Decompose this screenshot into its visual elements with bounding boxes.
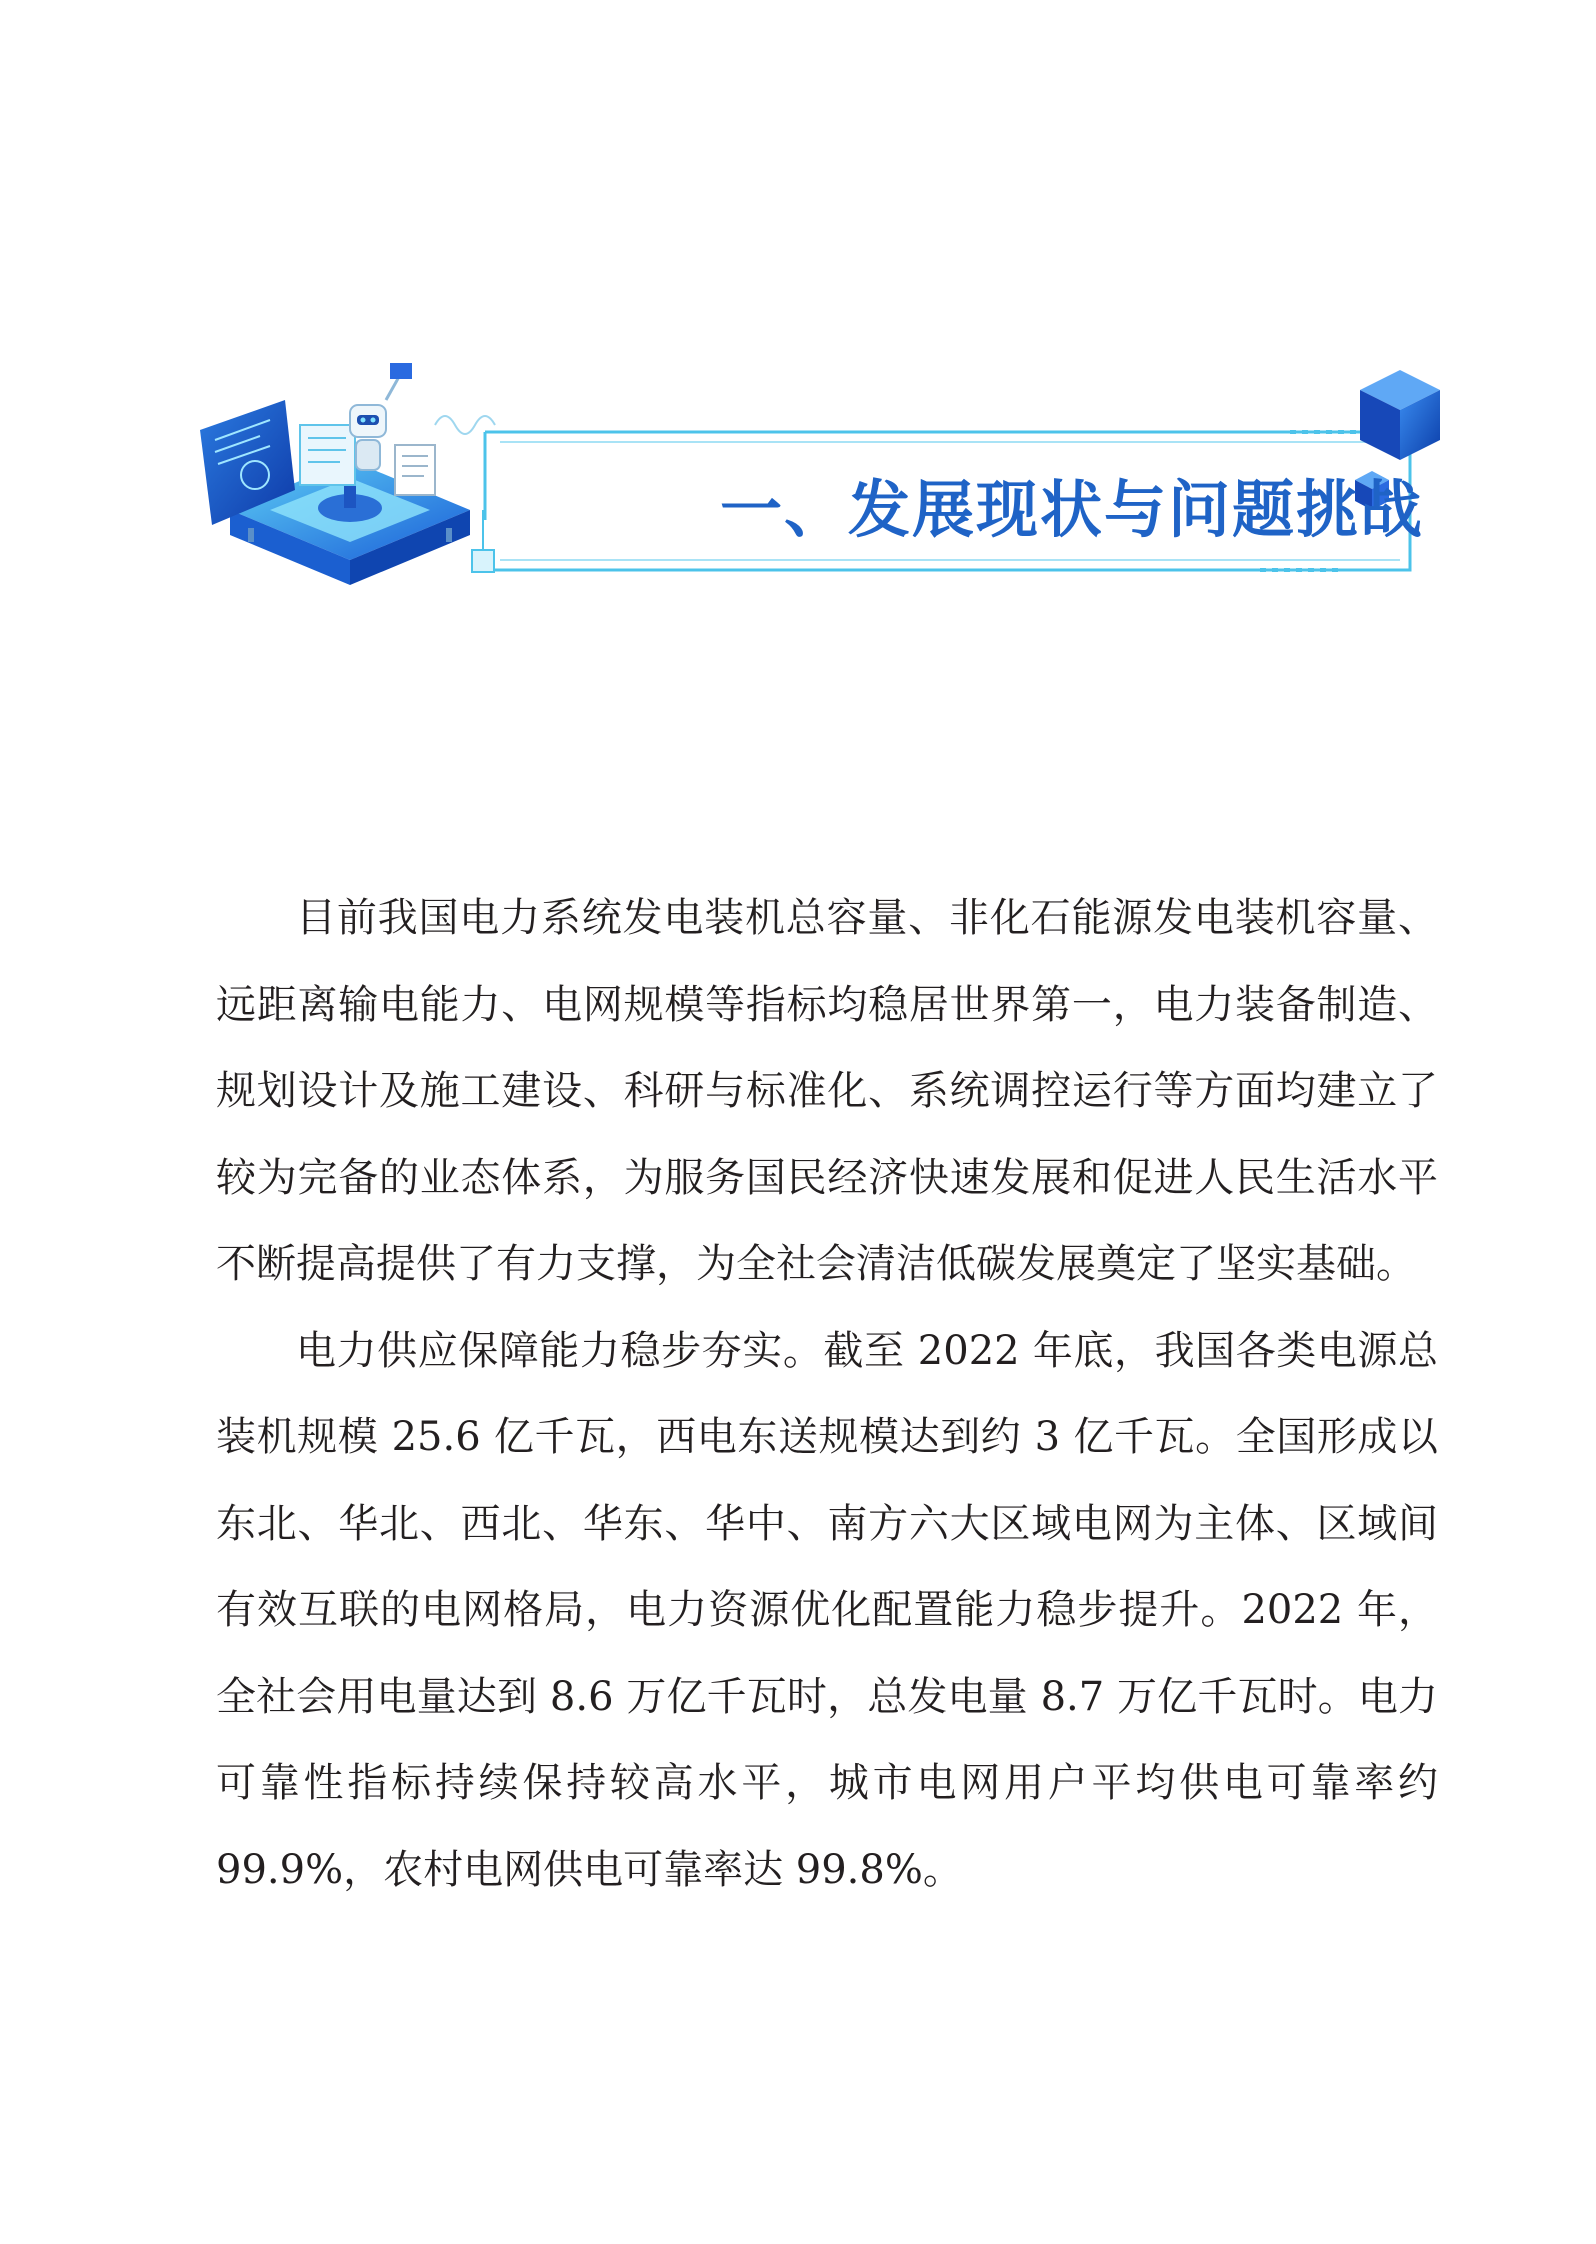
chapter-title: 一、发展现状与问题挑战 (720, 473, 1425, 546)
paragraph: 电力供应保障能力稳步夯实。截至 2022 年底，我国各类电源总装机规模 25.6 亿千瓦，西电东送规模达到约 3 亿千瓦。全国形成以东北、华北、西北、华东、华中、南方六大区域电网为主体、区域间有效互联的电网格局，电力资源优化配置能力稳步提升。2022 年，全社会用电量达到 8.6 万亿千瓦时，总发电量 8.7 万亿千瓦时。电力可靠性指标持续保持较高水平，城市电网用户平均供电可靠率约 99.9%，农村电网供电可靠率达 99.8%。 (216, 1327, 1438, 1893)
robot-lab-illustration (200, 363, 495, 585)
body-text (216, 875, 1438, 1913)
paragraph: 目前我国电力系统发电装机总容量、非化石能源发电装机容量、远距离输电能力、电网规模等指标均稳居世界第一，电力装备制造、规划设计及施工建设、科研与标准化、系统调控运行等方面均建立了较为完备的业态体系，为服务国民经济快速发展和促进人民生活水平不断提高提供了有力支撑，为全社会清洁低碳发展奠定了坚实基础。 (216, 895, 1438, 1287)
chapter-banner (200, 360, 1450, 600)
